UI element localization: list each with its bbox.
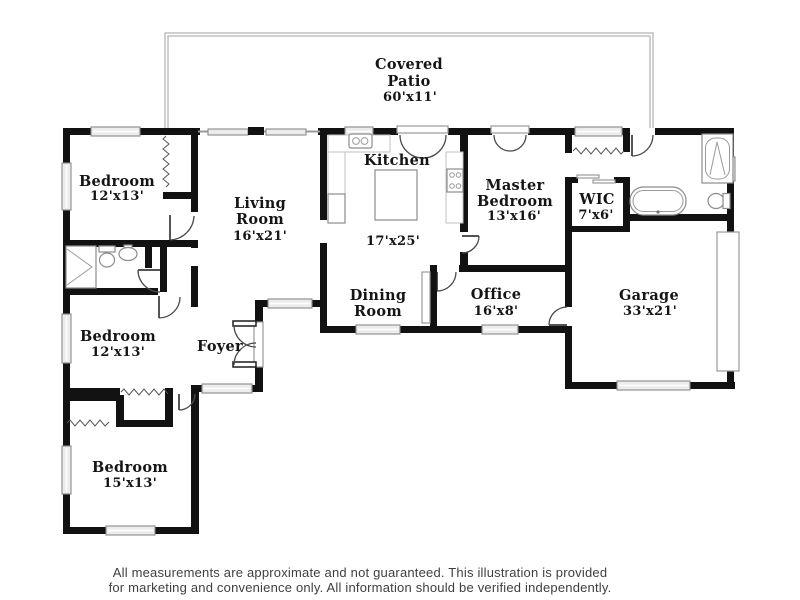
office-door bbox=[437, 272, 456, 291]
kitchen-dims: 17'x25' bbox=[366, 234, 420, 249]
toilet-fixture bbox=[99, 246, 115, 267]
pocket-door-panel bbox=[422, 272, 430, 323]
patio-bath-door bbox=[632, 135, 653, 156]
bedroom2-label: Bedroom bbox=[79, 328, 157, 345]
patio-label-1: Covered bbox=[375, 56, 443, 73]
window bbox=[268, 299, 312, 308]
dining-room-label-1: Dining bbox=[349, 287, 407, 304]
master-bedroom-door bbox=[462, 236, 479, 253]
window bbox=[482, 325, 518, 334]
master-bedroom-label-2: Bedroom bbox=[476, 193, 554, 210]
master-bedroom-label-1: Master bbox=[485, 177, 545, 194]
dining-room-label-2: Room bbox=[354, 303, 402, 320]
wic-label: WIC bbox=[579, 191, 615, 208]
disclaimer-line-1: All measurements are approximate and not guaranteed. This illustration is provided bbox=[112, 565, 608, 580]
kitchen-label: Kitchen bbox=[363, 152, 431, 169]
window bbox=[62, 446, 71, 494]
bedroom3-label: Bedroom bbox=[91, 459, 169, 476]
shower-fixture bbox=[66, 246, 96, 288]
master-toilet-fixture bbox=[708, 194, 730, 209]
garage-label: Garage bbox=[619, 287, 679, 304]
bedroom2-closet-rod bbox=[121, 389, 168, 395]
wic-sliding-door bbox=[577, 175, 615, 183]
patio-label-2: Patio bbox=[387, 73, 431, 90]
bath-sink-fixture bbox=[119, 245, 137, 261]
office-label: Office bbox=[470, 286, 522, 303]
patio-opening-wall bbox=[198, 127, 320, 135]
master-bedroom-dims: 13'x16' bbox=[487, 209, 541, 224]
window bbox=[575, 127, 622, 136]
office-dims: 16'x8' bbox=[473, 304, 519, 319]
bedroom1-closet-rod bbox=[163, 136, 169, 187]
window bbox=[617, 381, 690, 390]
living-room-label-1: Living bbox=[233, 195, 287, 212]
bedroom2-dims: 12'x13' bbox=[91, 345, 145, 360]
master-patio-double-door bbox=[491, 126, 529, 151]
bedroom2-door bbox=[159, 296, 180, 318]
living-room-label-2: Room bbox=[236, 211, 284, 228]
garage-door-panel bbox=[717, 232, 739, 371]
bathtub-fixture bbox=[630, 187, 686, 215]
window bbox=[202, 384, 252, 393]
wic-dims: 7'x6' bbox=[578, 208, 614, 223]
kitchen-island bbox=[375, 170, 417, 220]
bedroom1-dims: 12'x13' bbox=[90, 189, 144, 204]
stove-fixture bbox=[447, 169, 463, 192]
bedroom3-closet-rod bbox=[67, 420, 109, 426]
bedroom1-door bbox=[170, 215, 194, 240]
disclaimer-line-2: for marketing and convenience only. All information should be verified independently. bbox=[108, 580, 612, 595]
foyer-label: Foyer bbox=[197, 338, 243, 355]
window bbox=[62, 163, 71, 210]
window bbox=[62, 314, 71, 363]
refrigerator bbox=[328, 194, 345, 223]
living-room-dims: 16'x21' bbox=[233, 229, 287, 244]
window bbox=[356, 325, 400, 334]
master-closet-rod bbox=[573, 148, 624, 154]
kitchen-sink bbox=[349, 134, 372, 148]
patio-dims: 60'x11' bbox=[383, 90, 437, 105]
office-garage-door bbox=[549, 307, 567, 325]
window bbox=[106, 526, 155, 535]
garage-dims: 33'x21' bbox=[623, 304, 677, 319]
bedroom3-dims: 15'x13' bbox=[103, 476, 157, 491]
window bbox=[91, 127, 140, 136]
master-shower-fixture bbox=[702, 134, 733, 183]
bedroom1-label: Bedroom bbox=[78, 173, 156, 190]
